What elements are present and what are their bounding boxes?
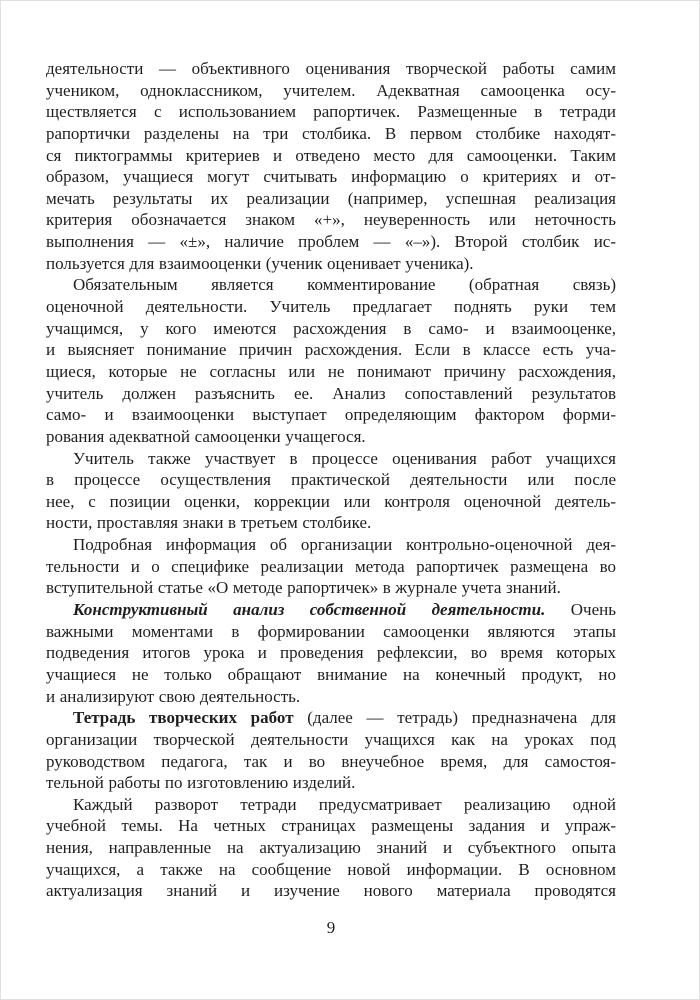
- text-line: Подробная информация об организации контрольно-оценочной дея-: [73, 535, 616, 555]
- text-line: руководством педагога, так и во внеучебное время, для самостоя-: [46, 751, 616, 771]
- text-line: подведения итогов урока и проведения рефлексии, во время которых: [46, 643, 616, 663]
- text-line: деятельности — объективного оценивания творческой работы самим: [46, 59, 616, 78]
- text-segment: Очень: [545, 600, 616, 620]
- page-text: [46, 58, 616, 902]
- text-line: учеником, одноклассником, учителем. Адекватная самооценка осу-: [46, 80, 616, 100]
- text-line: учащихся, а также на сообщение новой информации. В основном: [46, 859, 616, 879]
- text-line: пользуется для взаимооценки (ученик оценивает ученика).: [46, 253, 474, 273]
- text-line: учитель должен разъяснить ее. Анализ сопоставлений результатов: [46, 383, 616, 403]
- text-line: нения, направленные на актуализацию знаний и субъектного опыта: [46, 838, 616, 858]
- text-line: Обязательным является комментирование (обратная связь): [73, 275, 616, 295]
- text-line: учащиеся не только обращают внимание на конечный продукт, но: [46, 664, 616, 684]
- text-line: щиеся, которые не согласны или не понимают причину расхождения,: [46, 361, 616, 381]
- text-line: Каждый разворот тетради предусматривает реализацию одной: [73, 794, 616, 814]
- text-line: тельной работы по изготовлению изделий.: [46, 773, 356, 793]
- text-line: само- и взаимооценки выступает определяющим фактором форми-: [46, 405, 616, 425]
- text-line: важными моментами в формировании самооценки являются этапы: [46, 621, 616, 641]
- text-segment: (далее — тетрадь) предназначена для: [293, 708, 616, 728]
- text-line: учебной темы. На четных страницах размещены задания и упраж-: [46, 816, 616, 836]
- text-segment: Тетрадь творческих работ: [73, 708, 294, 728]
- text-line: рапортички разделены на три столбика. В первом столбике находят-: [46, 123, 616, 143]
- text-line: [46, 707, 616, 729]
- text-line: выполнения — «±», наличие проблем — «–»). Второй столбик ис-: [46, 232, 616, 252]
- text-line: тельности и о специфике реализации метода рапортичек размещена во: [46, 556, 616, 576]
- text-line: и анализируют свою деятельность.: [46, 686, 301, 706]
- text-line: ществляется с использованием рапортичек. Размещенные в тетради: [46, 102, 616, 122]
- text-line: ся пиктограммы критериев и отведено место для самооценки. Таким: [46, 145, 616, 165]
- text-line: в процессе осуществления практической деятельности или после: [46, 470, 616, 490]
- page-number: 9: [326, 918, 336, 937]
- text-line: нее, с позиции оценки, коррекции или контроля оценочной деятель-: [46, 491, 616, 511]
- text-line: учащимся, у кого имеются расхождения в само- и взаимооценке,: [46, 318, 616, 338]
- text-line: мечать результаты их реализации (например, успешная реализация: [46, 188, 616, 208]
- text-line: оценочной деятельности. Учитель предлагает поднять руки тем: [46, 297, 616, 317]
- text-line: образом, учащиеся могут считывать информацию о критериях и от-: [46, 167, 616, 187]
- text-line: вступительной статье «О методе рапортичек» в журнале учета знаний.: [46, 578, 561, 598]
- text-line: актуализация знаний и изучение нового материала проводятся: [46, 881, 616, 901]
- text-line: ности, проставляя знаки в третьем столбике.: [46, 513, 372, 533]
- text-line: организации творческой деятельности учащихся как на уроках под: [46, 729, 616, 749]
- text-line: и выясняет понимание причин расхождения. Если в классе есть уча-: [46, 340, 616, 360]
- text-line: рования адекватной самооценки учащегося.: [46, 426, 366, 446]
- text-line: [46, 599, 616, 621]
- text-line: Учитель также участвует в процессе оценивания работ учащихся: [73, 448, 616, 468]
- text-line: критерия обозначается знаком «+», неуверенность или неточность: [46, 210, 616, 230]
- text-segment: Конструктивный анализ собственной деятельности.: [73, 600, 546, 620]
